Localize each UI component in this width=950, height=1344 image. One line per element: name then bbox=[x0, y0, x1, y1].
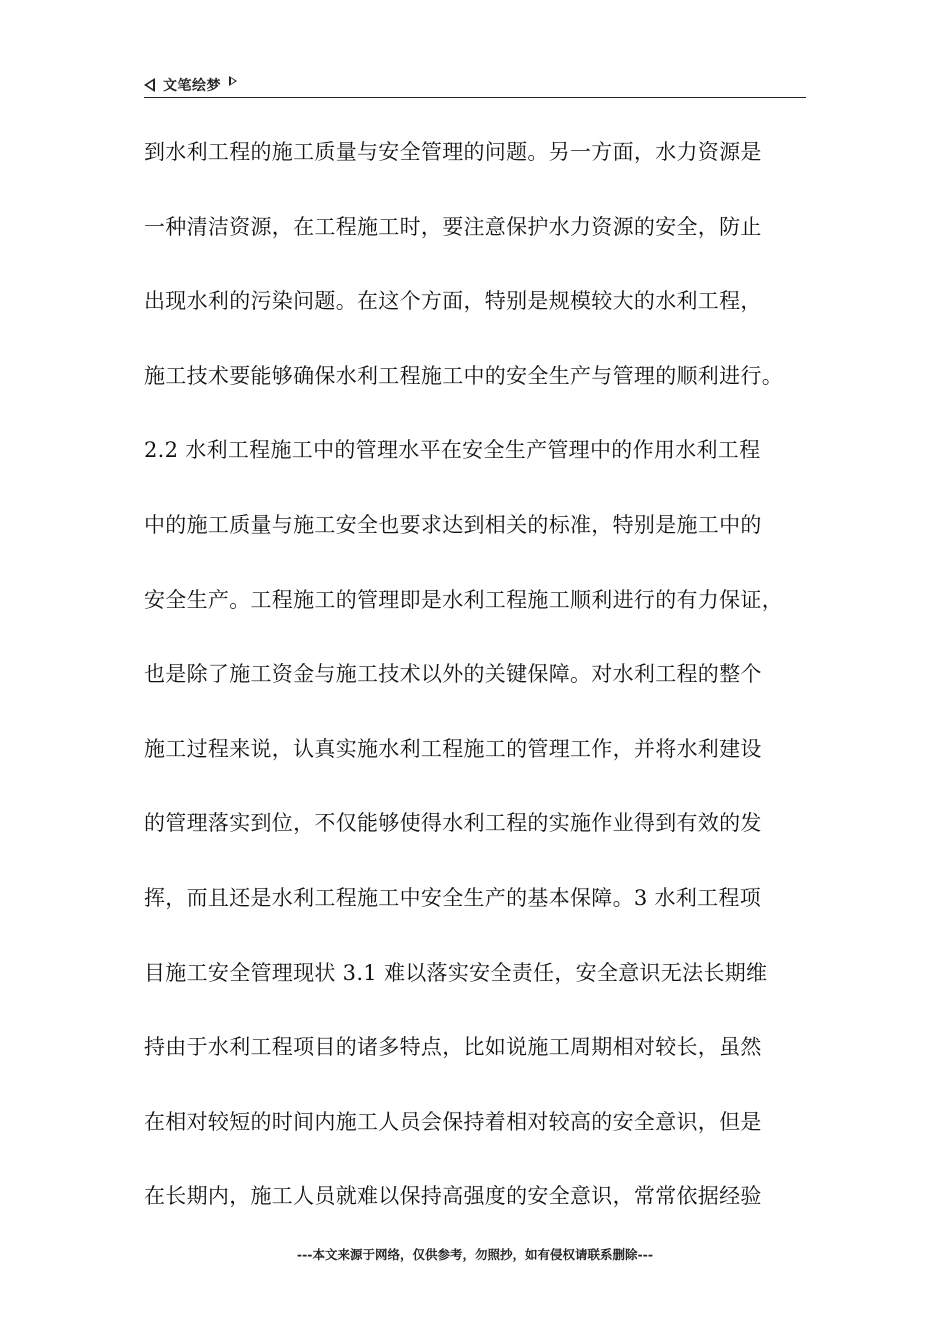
text-line: 安全生产。工程施工的管理即是水利工程施工顺利进行的有力保证， bbox=[144, 587, 783, 612]
document-body bbox=[144, 128, 806, 1247]
text-line: 在相对较短的时间内施工人员会保持着相对较高的安全意识，但是 bbox=[144, 1109, 762, 1134]
header-brand: 文笔绘梦 bbox=[163, 78, 221, 94]
text-line: 中的施工质量与施工安全也要求达到相关的标准，特别是施工中的 bbox=[144, 512, 762, 537]
header-divider bbox=[144, 97, 806, 98]
text-line: 目施工安全管理现状 3.1 难以落实安全责任，安全意识无法长期维 bbox=[144, 960, 768, 985]
text-line: 的管理落实到位，不仅能够使得水利工程的实施作业得到有效的发 bbox=[144, 811, 762, 836]
text-line: 出现水利的污染问题。在这个方面，特别是规模较大的水利工程， bbox=[144, 289, 762, 314]
text-line: 2.2 水利工程施工中的管理水平在安全生产管理中的作用水利工程 bbox=[144, 438, 761, 463]
text-line: 到水利工程的施工质量与安全管理的问题。另一方面，水力资源是 bbox=[144, 140, 762, 164]
triangle-right-icon bbox=[229, 76, 237, 86]
text-line: 施工技术要能够确保水利工程施工中的安全生产与管理的顺利进行。 bbox=[144, 363, 783, 388]
triangle-left-icon bbox=[144, 78, 155, 92]
text-line: 持由于水利工程项目的诸多特点，比如说施工周期相对较长，虽然 bbox=[144, 1035, 762, 1060]
page-header bbox=[144, 72, 806, 98]
text-line: 挥，而且还是水利工程施工中安全生产的基本保障。3 水利工程项 bbox=[144, 885, 762, 910]
footer-notice: ---本文来源于网络，仅供参考，勿照抄，如有侵权请联系删除--- bbox=[296, 1247, 654, 1262]
text-line: 也是除了施工资金与施工技术以外的关键保障。对水利工程的整个 bbox=[144, 662, 762, 687]
text-line: 施工过程来说，认真实施水利工程施工的管理工作，并将水利建设 bbox=[144, 736, 762, 761]
text-line: 在长期内，施工人员就难以保持高强度的安全意识，常常依据经验 bbox=[144, 1184, 762, 1209]
text-line: 一种清洁资源，在工程施工时，要注意保护水力资源的安全，防止 bbox=[144, 214, 762, 239]
